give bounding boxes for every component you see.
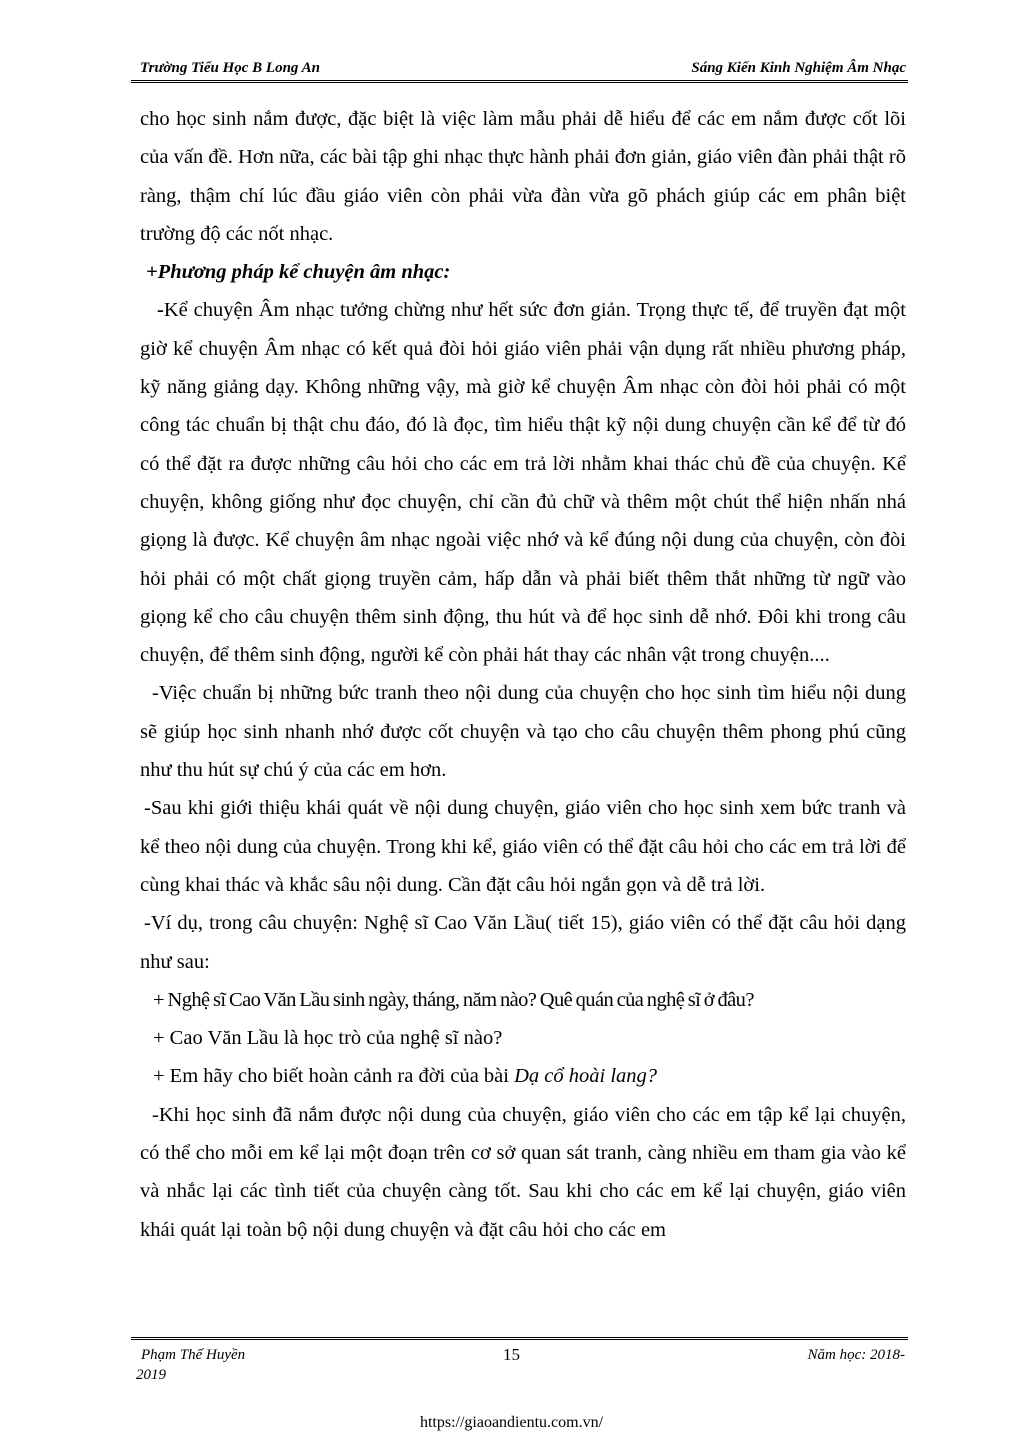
paragraph-storytelling-text: Kể chuyện Âm nhạc tưởng chừng như hết sức đơn giản. Trọng thực tế, để truyền đạt một giờ kể chuyện Âm nhạc có kết quả đòi hỏi giáo viên phải vận dụng rất nhiều phương pháp, kỹ năng giảng dạy. Không những vậy, mà giờ kể chuyện Âm nhạc còn đòi hỏi phải có một công tác chuẩn bị thật chu đáo, đó là đọc, tìm hiểu thật kỹ nội dung chuyện cần kể để từ đó có thể đặt ra được những câu hỏi cho các em trả lời nhằm khai thác chủ đề của chuyện. Kể chuyện, không giống như đọc chuyện, chỉ cần đủ chữ và thêm một chút thể hiện nhấn nhá giọng là được. Kể chuyện âm nhạc ngoài việc nhớ và kể đúng nội dung của chuyện, còn đòi hỏi phải có một chất giọng truyền cảm, hấp dẫn và phải biết thêm thắt những từ ngữ vào giọng kể cho câu chuyện thêm sinh động, thu hút và để học sinh dễ nhớ. Đôi khi trong câu chuyện, để thêm sinh động, người kể còn phải hát thay các nhân vật trong chuyện.... [140, 299, 906, 667]
question-1: + Nghệ sĩ Cao Văn Lầu sinh ngày, tháng, năm nào? Quê quán của nghệ sĩ ở đâu? [153, 988, 754, 1011]
question-3-text: + Em hãy cho biết hoàn cảnh ra đời của bài [153, 1065, 515, 1088]
song-title: Dạ cổ hoài lang? [514, 1065, 658, 1088]
section-heading: +Phương pháp kể chuyện âm nhạc: [146, 261, 451, 284]
header-divider [131, 80, 908, 83]
paragraph-storytelling [140, 291, 906, 674]
paragraph-retell: -Khi học sinh đã nắm được nội dung của chuyện, giáo viên cho các em tập kể lại chuyện, có thể cho mỗi em kể lại một đoạn trên cơ sở quan sát tranh, càng nhiều em tham gia vào kể và nhắc lại các tình tiết của chuyện càng tốt. Sau khi cho các em kể lại chuyện, giáo viên khái quát lại toàn bộ nội dung chuyện và đặt câu hỏi cho các em [140, 1103, 906, 1241]
paragraph-intro: cho học sinh nắm được, đặc biệt là việc làm mẫu phải dễ hiểu để các em nắm được cốt lõi của vấn đề. Hơn nữa, các bài tập ghi nhạc thực hành phải đơn giản, giáo viên đàn phải thật rõ ràng, thậm chí lúc đầu giáo viên còn phải vừa đàn vừa gõ phách giúp các em phân biệt trường độ các nốt nhạc. [140, 108, 906, 245]
footer-author: Phạm Thế Huyền [141, 1347, 246, 1363]
paragraph-pictures: -Việc chuẩn bị những bức tranh theo nội dung của chuyện cho học sinh tìm hiểu nội dung sẽ giúp học sinh nhanh nhớ được cốt chuyện và tạo cho câu chuyện thêm phong phú cũng như thu hút sự chú ý của các em hơn. [140, 682, 906, 782]
question-3 [140, 1057, 906, 1095]
question-2: + Cao Văn Lầu là học trò của nghệ sĩ nào? [153, 1027, 503, 1050]
header-title: Sáng Kiến Kinh Nghiệm Âm Nhạc [691, 60, 906, 76]
paragraph-example: -Ví dụ, trong câu chuyện: Nghệ sĩ Cao Văn Lầu( tiết 15), giáo viên có thể đặt câu hỏi dạng như sau: [140, 912, 906, 973]
header-school: Trường Tiểu Học B Long An [140, 60, 320, 76]
paragraph-dash: - [157, 299, 164, 322]
footer-year-end: 2019 [136, 1367, 166, 1383]
footer-divider [131, 1337, 908, 1340]
paragraph-introduce: -Sau khi giới thiệu khái quát về nội dung chuyện, giáo viên cho học sinh xem bức tranh và kể theo nội dung của chuyện. Trong khi kể, giáo viên có thể đặt câu hỏi cho các em trả lời để cùng khai thác và khắc sâu nội dung. Cần đặt câu hỏi ngắn gọn và dễ trả lời. [140, 797, 906, 896]
page-header [140, 56, 908, 78]
footer-school-year: Năm học: 2018- [807, 1347, 905, 1363]
source-url[interactable]: https://giaoandientu.com.vn/ [419, 1414, 604, 1431]
page-number: 15 [503, 1345, 520, 1364]
document-body [140, 100, 906, 1249]
